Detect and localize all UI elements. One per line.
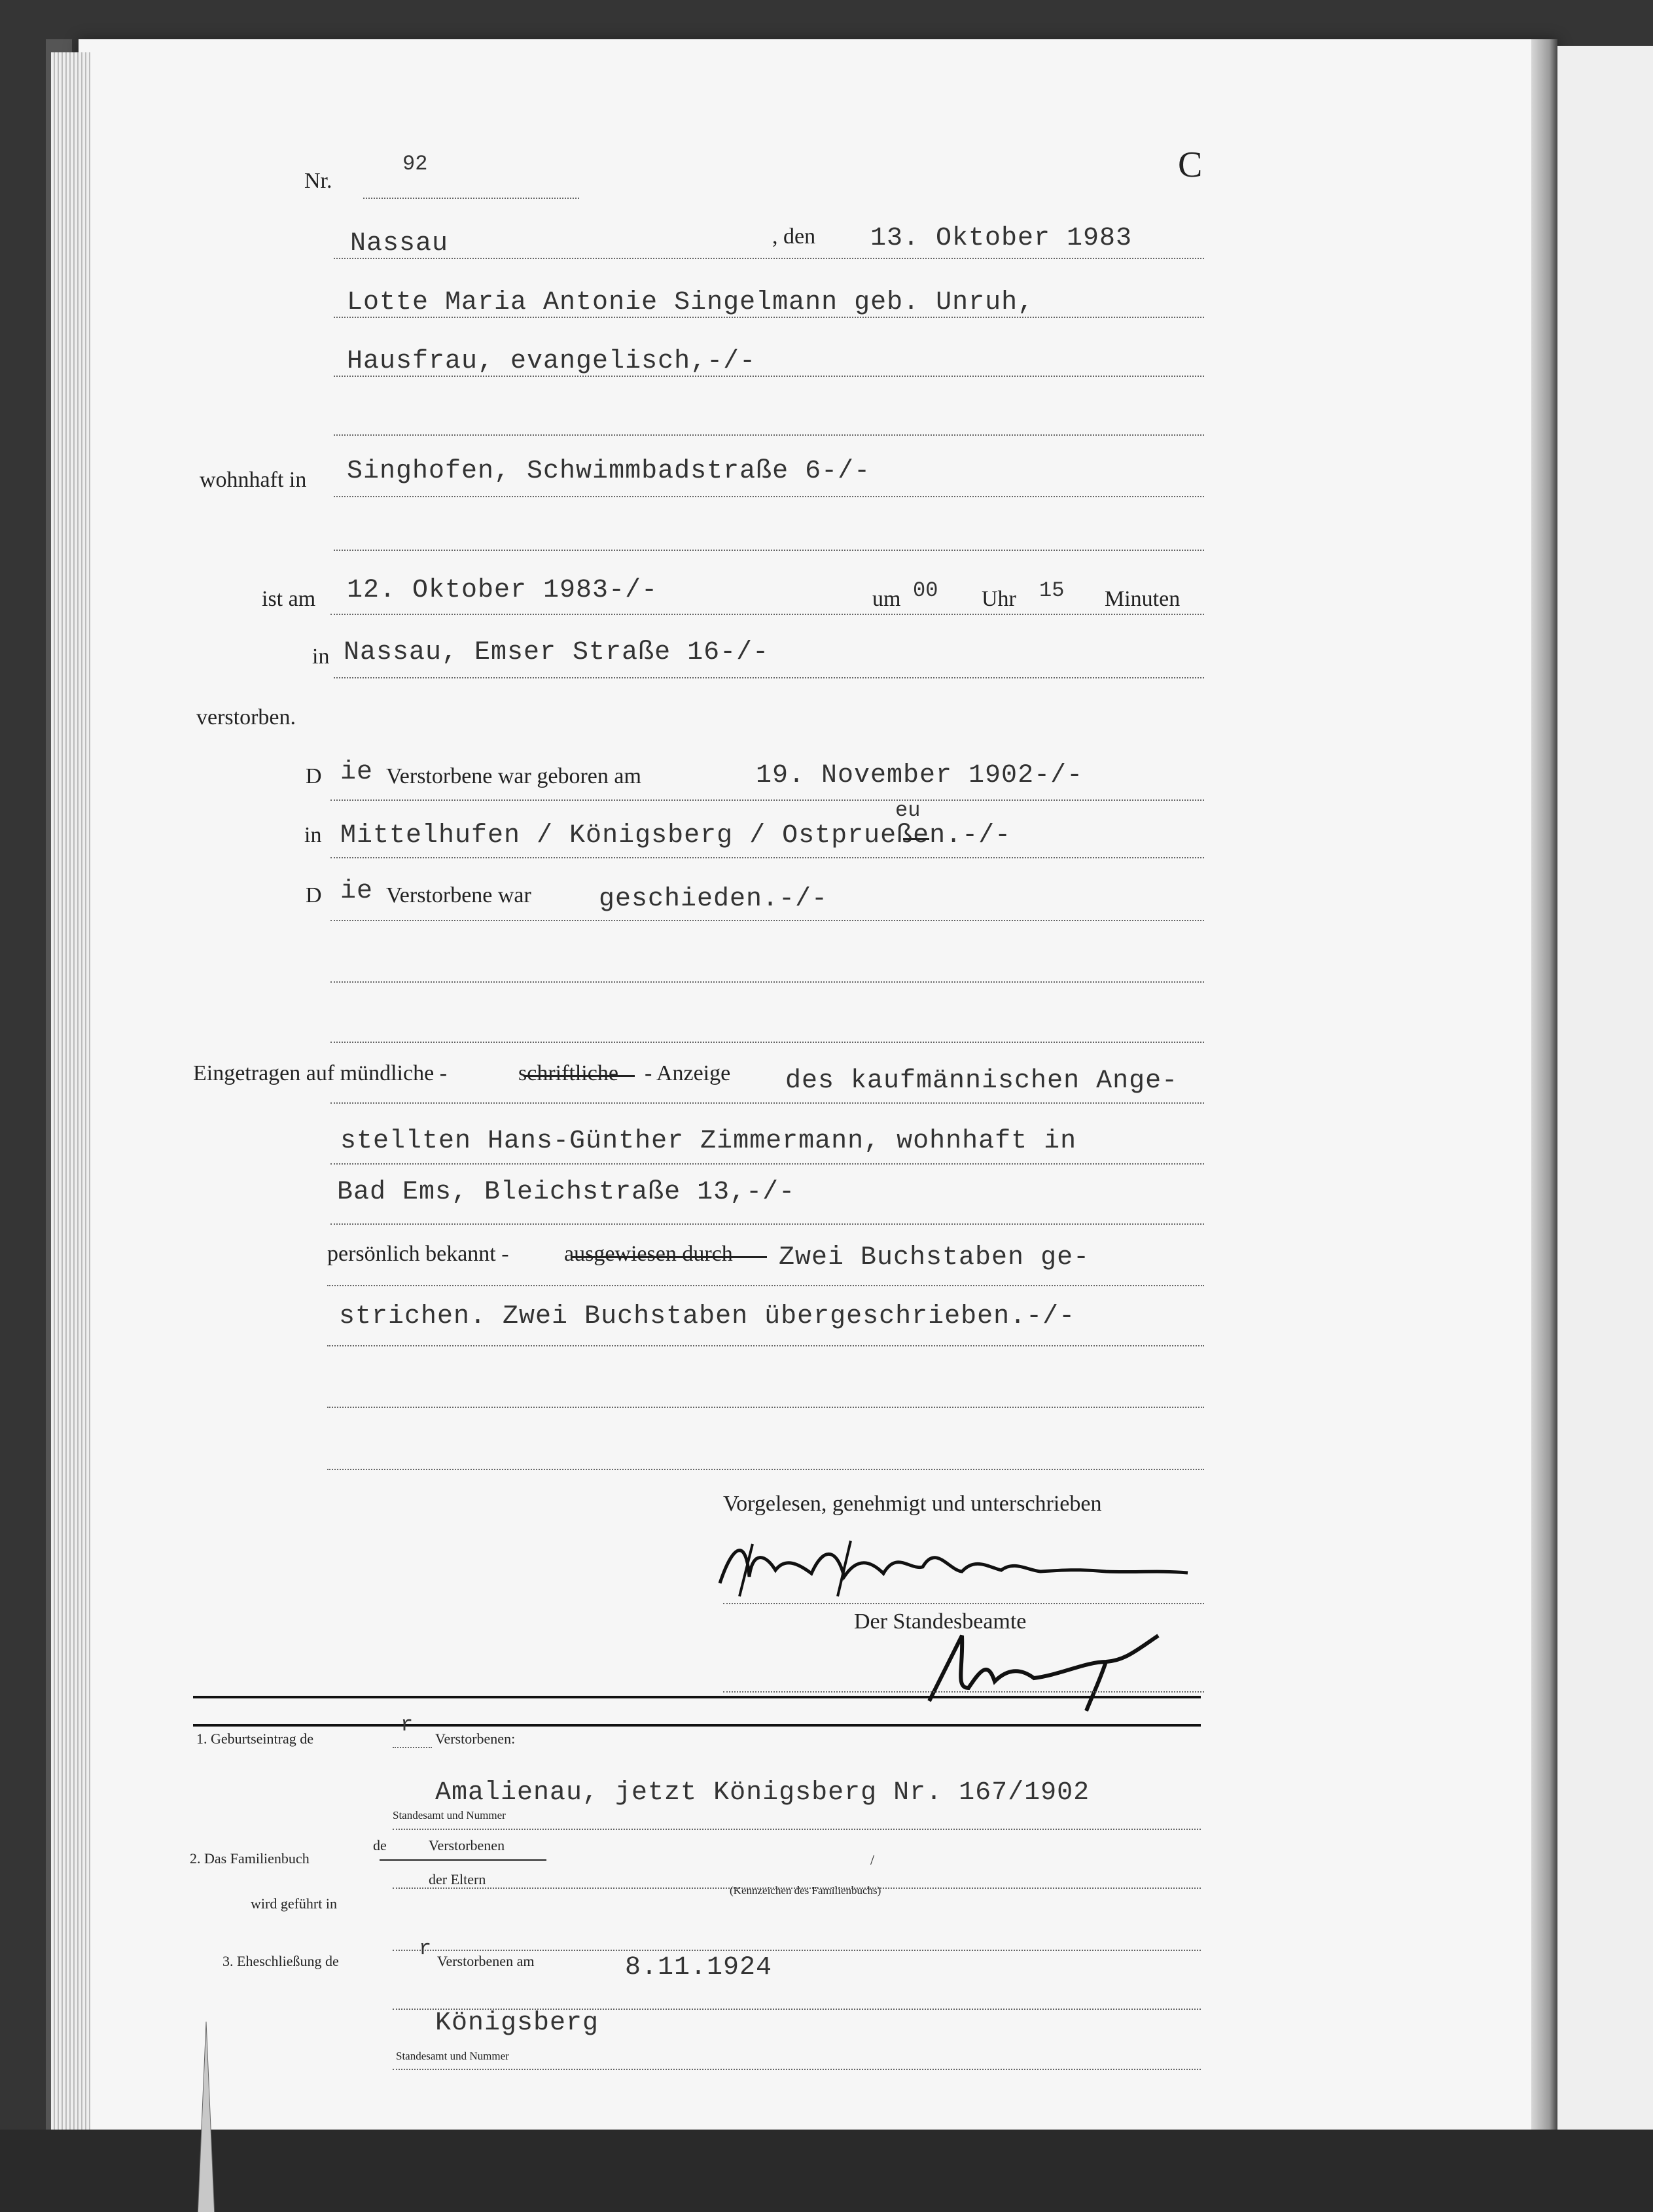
item3-r: r	[419, 1937, 432, 1961]
status-typed: ie	[340, 877, 374, 906]
schriftliche-struck: schriftliche	[518, 1061, 618, 1085]
nr-label: Nr.	[304, 169, 332, 193]
informant-line1-rule	[330, 1102, 1204, 1104]
item2-fraction-line	[380, 1859, 546, 1861]
minuten-label: Minuten	[1105, 587, 1181, 611]
wohnhaft-line	[334, 496, 1204, 497]
marriage-place: Königsberg	[435, 2009, 599, 2038]
ausgewiesen-strike	[571, 1256, 767, 1258]
status-prefix: D	[306, 883, 322, 907]
official-signature-line	[723, 1691, 1204, 1693]
note-line2: strichen. Zwei Buchstaben übergeschrieben.-/-	[339, 1302, 1076, 1331]
item2-line-2	[393, 1950, 1201, 1951]
standesamt-label-1: Standesamt und Nummer	[393, 1809, 506, 1821]
item2-label: 2. Das Familienbuch	[190, 1850, 310, 1867]
kennzeichen-label: (Kennzeichen des Familienbuchs)	[730, 1884, 881, 1897]
section-divider-1	[193, 1696, 1201, 1698]
birth-in-label: in	[304, 823, 322, 847]
section-divider-2	[193, 1724, 1201, 1727]
informant-line2-rule	[330, 1163, 1204, 1165]
informant-line3: Bad Ems, Bleichstraße 13,-/-	[337, 1178, 796, 1207]
birth-place-line	[330, 857, 1204, 858]
anzeige-label: - Anzeige	[645, 1061, 731, 1085]
note-line2-rule	[327, 1345, 1204, 1346]
schriftliche-strike	[524, 1075, 635, 1077]
item3-label: 3. Eheschließung de	[222, 1953, 339, 1969]
official-signature	[916, 1623, 1178, 1714]
empty-line-5	[327, 1407, 1204, 1408]
standesbeamte-label: Der Standesbeamte	[854, 1609, 1027, 1634]
empty-line-6	[327, 1469, 1204, 1470]
status-label: Verstorbene war	[386, 883, 531, 907]
name-line2-rule	[334, 376, 1204, 377]
name-line2: Hausfrau, evangelisch,-/-	[347, 347, 756, 376]
eingetragen-label: Eingetragen auf mündliche -	[193, 1061, 448, 1085]
marriage-date: 8.11.1924	[625, 1953, 773, 1982]
item2-slash: /	[870, 1852, 875, 1868]
status-line	[330, 920, 1204, 921]
pen-tip	[196, 2022, 216, 2212]
informant-line3-rule	[330, 1223, 1204, 1225]
den-label: , den	[772, 224, 816, 249]
name-line1-rule	[334, 317, 1204, 318]
page-stack-edges	[51, 52, 90, 2139]
table-shadow	[0, 2130, 1653, 2212]
bekannt-label: persönlich bekannt -	[327, 1242, 509, 1266]
death-line	[330, 614, 1204, 615]
ausgewiesen-struck: ausgewiesen durch	[564, 1242, 733, 1266]
item2-wird: wird geführt in	[251, 1895, 337, 1912]
place-line	[334, 258, 1204, 259]
born-typed: ie	[340, 758, 374, 787]
informant-line1: des kaufmännischen Ange-	[785, 1066, 1179, 1096]
born-prefix: D	[306, 764, 322, 788]
hour-value: 00	[913, 578, 938, 603]
empty-line-2	[334, 550, 1204, 551]
informant-signature	[713, 1531, 1198, 1603]
empty-line-4	[330, 1042, 1204, 1043]
born-line	[330, 799, 1204, 801]
facing-page	[1557, 46, 1653, 2139]
book-gutter	[1531, 39, 1557, 2133]
empty-line-1	[334, 434, 1204, 436]
item3-suffix: Verstorbenen am	[437, 1953, 535, 1969]
wohnhaft-label: wohnhaft in	[200, 468, 307, 492]
name-line1: Lotte Maria Antonie Singelmann geb. Unruh,	[347, 288, 1035, 317]
item1-label: 1. Geburtseintrag de	[196, 1730, 313, 1747]
wohnhaft-value: Singhofen, Schwimmbadstraße 6-/-	[347, 457, 871, 486]
uhr-label: Uhr	[982, 587, 1016, 611]
birth-entry-line	[393, 1829, 1201, 1830]
marriage-place-line	[393, 2069, 1201, 2070]
verstorben-label: verstorben.	[196, 705, 296, 729]
item1-r-line	[393, 1747, 432, 1748]
note-line1-rule	[327, 1285, 1204, 1286]
nr-line	[363, 198, 579, 199]
minute-value: 15	[1039, 578, 1065, 603]
birth-strike	[903, 838, 929, 840]
corner-letter: C	[1178, 145, 1203, 185]
nr-value: 92	[402, 152, 428, 176]
death-date: 12. Oktober 1983-/-	[347, 576, 658, 605]
birth-correction: eu	[895, 798, 921, 822]
item2-verstorbenen: Verstorbenen	[429, 1837, 505, 1853]
birth-date: 19. November 1902-/-	[756, 761, 1084, 790]
born-label: Verstorbene war geboren am	[386, 764, 641, 788]
item2-eltern: der Eltern	[429, 1871, 486, 1887]
birth-place: Mittelhufen / Königsberg / Ostpruеßen.-/-	[340, 821, 1012, 851]
item1-suffix: Verstorbenen:	[435, 1730, 516, 1747]
status-value: geschieden.-/-	[599, 885, 828, 914]
date-value: 13. Oktober 1983	[870, 224, 1133, 253]
vorgelesen-text: Vorgelesen, genehmigt und unterschrieben	[723, 1492, 1102, 1516]
informant-line2: stellten Hans-Günther Zimmermann, wohnhaft in	[340, 1127, 1077, 1156]
informant-signature-line	[723, 1603, 1204, 1604]
item1-r: r	[400, 1713, 414, 1737]
standesamt-label-2: Standesamt und Nummer	[396, 2050, 509, 2062]
empty-line-3	[330, 981, 1204, 983]
death-in-label: in	[312, 644, 330, 669]
ist-am-label: ist am	[262, 587, 316, 611]
item2-de: de	[373, 1837, 387, 1853]
death-place: Nassau, Emser Straße 16-/-	[344, 638, 770, 667]
um-label: um	[872, 587, 901, 611]
death-place-line	[334, 677, 1204, 678]
place-value: Nassau	[350, 229, 449, 258]
note-line1: Zwei Buchstaben ge-	[779, 1243, 1090, 1273]
birth-entry-value: Amalienau, jetzt Königsberg Nr. 167/1902	[435, 1778, 1090, 1808]
